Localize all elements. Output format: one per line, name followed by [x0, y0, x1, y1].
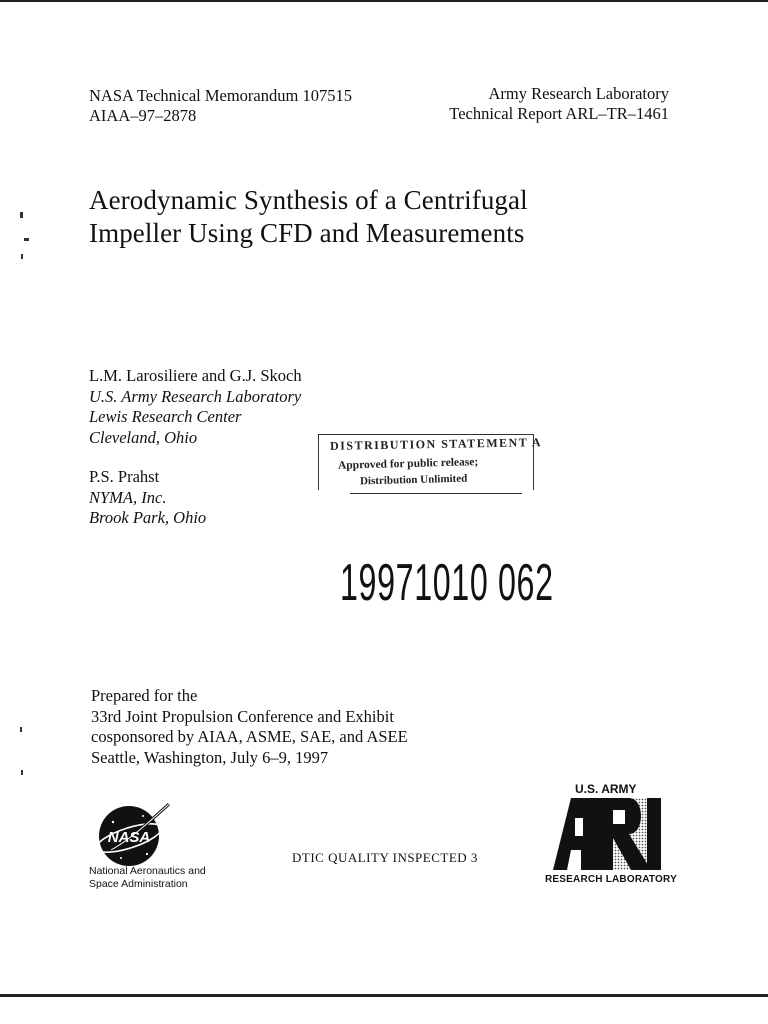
author-names: L.M. Larosiliere and G.J. Skoch — [89, 366, 302, 385]
author-affiliation: Brook Park, Ohio — [89, 508, 207, 527]
stamp-underline — [350, 493, 522, 494]
author-affiliation: U.S. Army Research Laboratory — [89, 386, 302, 406]
stamp-heading: DISTRIBUTION STATEMENT A — [329, 435, 543, 453]
author-group — [89, 467, 206, 529]
prepared-line: Prepared for the — [91, 686, 198, 705]
author-group — [89, 366, 302, 448]
army-label: U.S. ARMY — [575, 782, 637, 796]
prepared-line: cosponsored by AIAA, ASME, SAE, and ASEE — [91, 727, 408, 746]
author-affiliation: NYMA, Inc. — [89, 487, 167, 507]
nasa-logo-icon — [91, 800, 173, 870]
nasa-caption-line: Space Administration — [89, 878, 188, 890]
title-line: Impeller Using CFD and Measurements — [89, 218, 525, 248]
research-lab-label: RESEARCH LABORATORY — [545, 874, 677, 885]
margin-mark — [20, 212, 23, 218]
aiaa-number: AIAA–97–2878 — [89, 106, 197, 125]
margin-mark — [21, 254, 23, 259]
accession-number: 19971010 062 — [340, 554, 554, 612]
prepared-line: Seattle, Washington, July 6–9, 1997 — [91, 747, 329, 767]
army-report-number: Technical Report ARL–TR–1461 — [449, 104, 669, 123]
dtic-quality-note: DTIC QUALITY INSPECTED 3 — [292, 850, 478, 865]
margin-mark — [21, 770, 23, 775]
author-affiliation: Cleveland, Ohio — [89, 427, 198, 447]
army-lab-name: Army Research Laboratory — [488, 84, 669, 103]
stamp-distribution: Distribution Unlimited — [359, 472, 468, 488]
nasa-caption — [89, 865, 206, 891]
prepared-for-block — [91, 686, 408, 768]
document-title — [89, 184, 528, 250]
margin-mark — [20, 727, 22, 732]
margin-mark — [24, 238, 29, 241]
author-affiliation: Lewis Research Center — [89, 407, 242, 426]
author-names: P.S. Prahst — [89, 467, 160, 486]
nasa-caption-line: National Aeronautics and — [89, 865, 206, 877]
top-rule — [0, 0, 768, 2]
prepared-line: 33rd Joint Propulsion Conference and Exhibit — [91, 706, 394, 726]
army-report-block — [449, 84, 669, 124]
nasa-memo-number: NASA Technical Memorandum 107515 — [89, 86, 352, 105]
report-number-block — [89, 86, 352, 126]
title-line: Aerodynamic Synthesis of a Centrifugal — [89, 185, 528, 215]
bottom-rule — [0, 994, 768, 997]
stamp-approval: Approved for public release; — [337, 456, 479, 472]
nasa-logo-text: NASA — [107, 829, 151, 846]
army-research-lab-logo-icon — [551, 798, 663, 870]
